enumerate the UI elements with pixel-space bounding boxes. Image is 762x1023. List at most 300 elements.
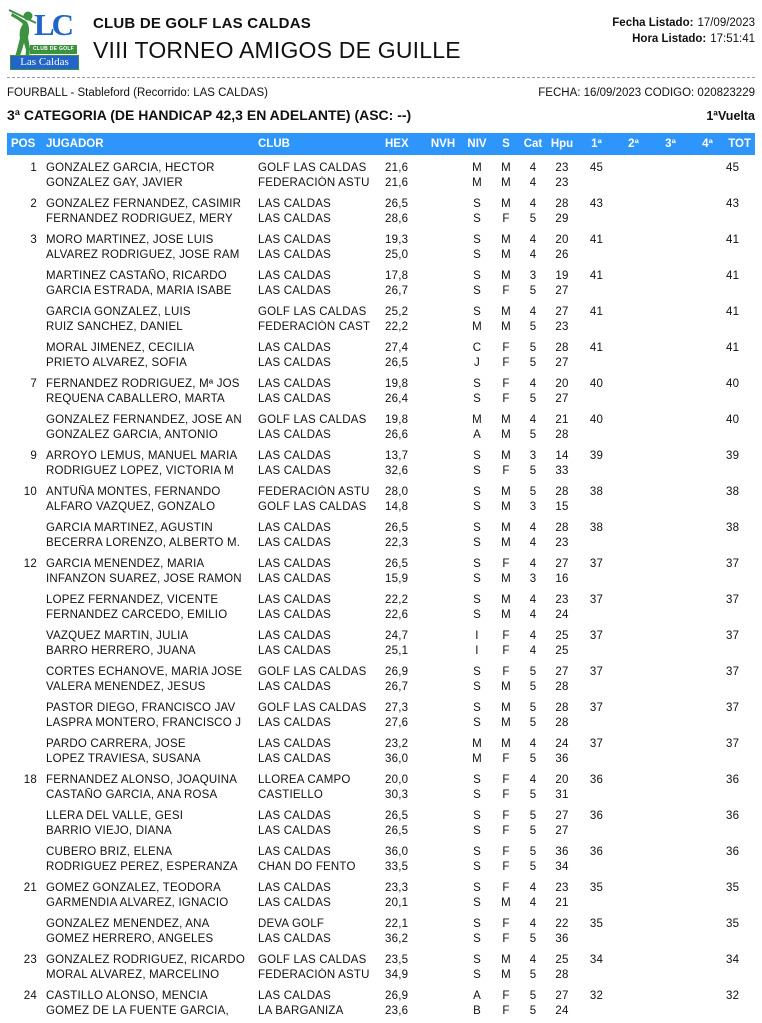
round1-score (578, 716, 615, 731)
round1-score: 37 (589, 630, 604, 642)
round2-score (615, 521, 652, 536)
player-club: LAS CALDAS (258, 357, 331, 369)
player-nvh (424, 341, 462, 356)
player-hpu: 29 (555, 213, 569, 225)
player-hex: 20,1 (385, 897, 409, 909)
player-hpu: 23 (555, 177, 569, 189)
player-cat: 5 (529, 666, 537, 678)
position-cell-empty (7, 608, 43, 623)
player-niv: S (473, 558, 481, 570)
table-row (7, 953, 755, 983)
round1-score (578, 176, 615, 191)
round1-score (578, 752, 615, 767)
player-sex: F (502, 213, 510, 225)
player-club: LAS CALDAS (258, 285, 331, 297)
player-club: LAS CALDAS (258, 234, 331, 246)
player-cat: 4 (529, 609, 537, 621)
round2-score (615, 716, 652, 731)
player-hpu: 27 (555, 357, 569, 369)
round3-score (652, 449, 689, 464)
position-cell-empty (7, 428, 43, 443)
player-line (7, 356, 755, 371)
player-cat: 4 (529, 954, 537, 966)
player-nvh (424, 197, 462, 212)
player-nvh (424, 500, 462, 515)
player-hex: 21,6 (385, 162, 409, 174)
total-cell-empty (726, 680, 755, 695)
round3-score (652, 341, 689, 356)
player-line (7, 197, 755, 212)
player-name: BARRIO VIEJO, DIANA (46, 825, 172, 837)
player-cat: 5 (529, 789, 537, 801)
round2-score (615, 557, 652, 572)
player-sex: M (501, 969, 511, 981)
player-club: LA BARGANIZA (258, 1005, 344, 1017)
player-hex: 36,0 (385, 753, 409, 765)
player-name: GARCIA MENENDEZ, MARIA (46, 558, 205, 570)
club-logo (7, 8, 81, 70)
player-sex: F (502, 378, 510, 390)
player-sex: F (502, 882, 510, 894)
player-club: LLOREA CAMPO (258, 774, 351, 786)
round3-score (652, 629, 689, 644)
round1-score: 37 (589, 666, 604, 678)
player-cat: 5 (529, 933, 537, 945)
round4-score (689, 752, 726, 767)
round3-score (652, 536, 689, 551)
player-club: FEDERACIÓN CAST (258, 321, 371, 333)
player-hex: 27,3 (385, 702, 409, 714)
player-niv: S (473, 681, 481, 693)
player-name: GONZALEZ GARCIA, HECTOR (46, 162, 215, 174)
player-name: GONZALEZ FERNANDEZ, JOSE AN (46, 414, 242, 426)
round1-score: 35 (589, 918, 604, 930)
player-sex: M (501, 270, 511, 282)
player-line (7, 212, 755, 227)
player-hex: 24,7 (385, 630, 409, 642)
player-club: LAS CALDAS (258, 897, 331, 909)
player-line (7, 860, 755, 875)
player-hpu: 34 (555, 861, 569, 873)
col-club: CLUB (258, 138, 290, 150)
player-sex: M (501, 429, 511, 441)
position-cell (7, 701, 43, 716)
player-sex: F (502, 789, 510, 801)
player-hpu: 23 (555, 882, 569, 894)
player-line (7, 536, 755, 551)
player-cat: 4 (529, 378, 537, 390)
round4-score (689, 665, 726, 680)
player-hpu: 28 (555, 969, 569, 981)
round2-score (615, 860, 652, 875)
player-nvh (424, 752, 462, 767)
player-nvh (424, 464, 462, 479)
total-cell-empty (726, 428, 755, 443)
round3-score (652, 953, 689, 968)
player-line (7, 896, 755, 911)
player-name: GOMEZ HERRERO, ANGELES (46, 933, 214, 945)
player-sex: M (501, 249, 511, 261)
player-niv: S (473, 969, 481, 981)
player-hpu: 20 (555, 774, 569, 786)
round2-score (615, 233, 652, 248)
col-round3: 3ª (665, 138, 676, 150)
table-row (7, 485, 755, 515)
player-hex: 26,5 (385, 825, 409, 837)
player-name: GONZALEZ MENENDEZ, ANA (46, 918, 210, 930)
page-header (7, 8, 755, 72)
round4-score (689, 536, 726, 551)
player-hex: 20,0 (385, 774, 409, 786)
player-line (7, 449, 755, 464)
position-cell: 18 (23, 774, 37, 786)
player-club: LAS CALDAS (258, 594, 331, 606)
round4-score (689, 428, 726, 443)
player-nvh (424, 248, 462, 263)
round3-score (652, 773, 689, 788)
player-hpu: 22 (555, 918, 569, 930)
round3-score (652, 845, 689, 860)
player-club: CASTIELLO (258, 789, 324, 801)
round3-score (652, 428, 689, 443)
table-row (7, 701, 755, 731)
round1-score: 34 (589, 954, 604, 966)
player-hex: 25,1 (385, 645, 409, 657)
round2-score (615, 917, 652, 932)
player-line (7, 305, 755, 320)
player-sex: F (502, 774, 510, 786)
total-cell-empty (726, 860, 755, 875)
player-name: INFANZON SUAREZ, JOSE RAMON (46, 573, 242, 585)
position-cell-empty (7, 356, 43, 371)
player-niv: M (472, 177, 482, 189)
round2-score (615, 809, 652, 824)
player-niv: S (473, 666, 481, 678)
position-cell (7, 269, 43, 284)
player-line (7, 269, 755, 284)
total-cell-empty (726, 644, 755, 659)
round3-score (652, 1004, 689, 1019)
hora-listado-value: 17:51:41 (710, 33, 755, 45)
player-hpu: 25 (555, 645, 569, 657)
player-name: LOPEZ FERNANDEZ, VICENTE (46, 594, 219, 606)
col-hpu: Hpu (550, 138, 574, 150)
player-line (7, 413, 755, 428)
player-sex: M (501, 486, 511, 498)
player-nvh (424, 737, 462, 752)
player-nvh (424, 845, 462, 860)
total-cell: 40 (726, 378, 740, 390)
round1-score (578, 932, 615, 947)
round1-score: 32 (589, 990, 604, 1002)
player-nvh (424, 536, 462, 551)
player-cat: 5 (529, 321, 537, 333)
player-niv: S (473, 594, 481, 606)
player-hpu: 28 (555, 702, 569, 714)
player-nvh (424, 608, 462, 623)
player-club: GOLF LAS CALDAS (258, 501, 367, 513)
player-hex: 13,7 (385, 450, 409, 462)
round2-score (615, 1004, 652, 1019)
round2-score (615, 500, 652, 515)
player-name: VAZQUEZ MARTIN, JULIA (46, 630, 189, 642)
player-cat: 4 (529, 537, 537, 549)
player-sex: F (502, 810, 510, 822)
player-club: GOLF LAS CALDAS (258, 306, 367, 318)
round2-score (615, 320, 652, 335)
position-cell (7, 917, 43, 932)
player-hpu: 28 (555, 681, 569, 693)
round4-score (689, 212, 726, 227)
player-line (7, 161, 755, 176)
position-cell-empty (7, 392, 43, 407)
club-title: CLUB DE GOLF LAS CALDAS (93, 15, 311, 32)
total-cell: 41 (726, 234, 740, 246)
col-round2: 2ª (628, 138, 639, 150)
player-nvh (424, 773, 462, 788)
total-cell-empty (726, 968, 755, 983)
player-niv: S (473, 522, 481, 534)
total-cell: 34 (726, 954, 740, 966)
player-hpu: 21 (555, 897, 569, 909)
position-cell (7, 809, 43, 824)
player-hex: 25,0 (385, 249, 409, 261)
player-hex: 26,5 (385, 810, 409, 822)
player-hpu: 26 (555, 249, 569, 261)
player-line (7, 392, 755, 407)
player-name: MORO MARTINEZ, JOSE LUIS (46, 234, 214, 246)
position-cell (7, 629, 43, 644)
player-line (7, 485, 755, 500)
player-name: LOPEZ TRAVIESA, SUSANA (46, 753, 201, 765)
player-niv: J (474, 357, 480, 369)
round1-score (578, 896, 615, 911)
round1-score (578, 572, 615, 587)
round1-score: 39 (589, 450, 604, 462)
player-sex: M (501, 162, 511, 174)
position-cell (7, 737, 43, 752)
player-cat: 4 (529, 882, 537, 894)
round4-score (689, 392, 726, 407)
round3-score (652, 572, 689, 587)
round4-score (689, 449, 726, 464)
player-line (7, 644, 755, 659)
player-sex: F (502, 846, 510, 858)
player-line (7, 1004, 755, 1019)
player-niv: S (473, 213, 481, 225)
player-hex: 15,9 (385, 573, 409, 585)
total-cell-empty (726, 1004, 755, 1019)
player-line (7, 968, 755, 983)
player-club: FEDERACIÓN ASTU (258, 969, 370, 981)
round2-score (615, 428, 652, 443)
player-cat: 5 (529, 393, 537, 405)
player-niv: M (472, 321, 482, 333)
round4-score (689, 356, 726, 371)
player-club: FEDERACIÓN ASTU (258, 486, 370, 498)
table-row (7, 161, 755, 191)
player-hpu: 25 (555, 630, 569, 642)
round4-score (689, 1004, 726, 1019)
player-cat: 5 (529, 285, 537, 297)
round2-score (615, 953, 652, 968)
player-hpu: 27 (555, 810, 569, 822)
round3-score (652, 644, 689, 659)
total-cell-empty (726, 536, 755, 551)
player-hpu: 23 (555, 321, 569, 333)
header-divider (7, 77, 755, 78)
position-cell (7, 521, 43, 536)
player-nvh (424, 269, 462, 284)
player-line (7, 557, 755, 572)
player-nvh (424, 428, 462, 443)
position-cell-empty (7, 932, 43, 947)
player-nvh (424, 413, 462, 428)
round2-score (615, 824, 652, 839)
round4-score (689, 881, 726, 896)
player-nvh (424, 680, 462, 695)
player-sex: M (501, 501, 511, 513)
player-club: LAS CALDAS (258, 717, 331, 729)
player-sex: F (502, 285, 510, 297)
position-cell-empty (7, 248, 43, 263)
hora-listado-row (612, 31, 755, 47)
player-hpu: 28 (555, 429, 569, 441)
round3-score (652, 284, 689, 299)
total-cell: 37 (726, 630, 740, 642)
logo-initials: LC (34, 7, 72, 42)
round4-score (689, 305, 726, 320)
player-cat: 5 (529, 969, 537, 981)
round3-score (652, 176, 689, 191)
position-cell-empty (7, 788, 43, 803)
round2-score (615, 392, 652, 407)
total-cell: 41 (726, 342, 740, 354)
player-name: PARDO CARRERA, JOSE (46, 738, 186, 750)
total-cell: 37 (726, 738, 740, 750)
player-nvh (424, 644, 462, 659)
player-line (7, 917, 755, 932)
position-cell: 1 (30, 162, 37, 174)
total-cell: 37 (726, 702, 740, 714)
col-s: S (502, 138, 510, 150)
player-line (7, 680, 755, 695)
round2-score (615, 269, 652, 284)
player-sex: F (502, 933, 510, 945)
player-niv: S (473, 774, 481, 786)
round4-score (689, 377, 726, 392)
player-hex: 26,7 (385, 681, 409, 693)
player-niv: S (473, 918, 481, 930)
round2-score (615, 413, 652, 428)
round3-score (652, 593, 689, 608)
table-header (7, 133, 755, 155)
player-club: LAS CALDAS (258, 933, 331, 945)
round1-score: 43 (589, 198, 604, 210)
player-cat: 4 (529, 774, 537, 786)
player-name: FERNANDEZ RODRIGUEZ, MERY (46, 213, 233, 225)
player-line (7, 773, 755, 788)
total-cell-empty (726, 212, 755, 227)
player-name: BARRO HERRERO, JUANA (46, 645, 196, 657)
total-cell: 36 (726, 810, 740, 822)
position-cell-empty (7, 1004, 43, 1019)
player-sex: M (501, 450, 511, 462)
player-niv: S (473, 285, 481, 297)
round4-score (689, 557, 726, 572)
player-line (7, 464, 755, 479)
round4-score (689, 284, 726, 299)
player-cat: 5 (529, 213, 537, 225)
round2-score (615, 284, 652, 299)
round3-score (652, 269, 689, 284)
player-niv: S (473, 789, 481, 801)
round4-score (689, 737, 726, 752)
player-name: RODRIGUEZ PEREZ, ESPERANZA (46, 861, 238, 873)
player-cat: 4 (529, 177, 537, 189)
round4-score (689, 860, 726, 875)
player-hpu: 24 (555, 1005, 569, 1017)
round1-score: 37 (589, 738, 604, 750)
position-cell: 21 (23, 882, 37, 894)
player-niv: S (473, 897, 481, 909)
round4-score (689, 968, 726, 983)
player-nvh (424, 824, 462, 839)
round2-score (615, 629, 652, 644)
round3-score (652, 356, 689, 371)
player-line (7, 320, 755, 335)
round3-score (652, 809, 689, 824)
fecha-listado-row (612, 15, 755, 31)
player-sex: F (502, 825, 510, 837)
player-line (7, 233, 755, 248)
player-cat: 5 (529, 681, 537, 693)
player-line (7, 521, 755, 536)
player-hpu: 31 (555, 789, 569, 801)
round2-score (615, 752, 652, 767)
player-cat: 4 (529, 645, 537, 657)
table-row (7, 557, 755, 587)
player-club: LAS CALDAS (258, 645, 331, 657)
listing-datetime-block (612, 15, 755, 72)
round1-score: 36 (589, 810, 604, 822)
round3-score (652, 521, 689, 536)
player-line (7, 953, 755, 968)
col-pos: POS (11, 138, 36, 150)
player-cat: 4 (529, 414, 537, 426)
round4-score (689, 413, 726, 428)
player-sex: M (501, 609, 511, 621)
player-line (7, 608, 755, 623)
total-cell-empty (726, 716, 755, 731)
player-nvh (424, 305, 462, 320)
player-cat: 5 (529, 702, 537, 714)
total-cell: 40 (726, 414, 740, 426)
total-cell: 32 (726, 990, 740, 1002)
player-hpu: 36 (555, 753, 569, 765)
logo-las-caldas-band: Las Caldas (10, 55, 79, 70)
player-hex: 14,8 (385, 501, 409, 513)
col-hex: HEX (385, 138, 409, 150)
position-cell (7, 665, 43, 680)
player-hpu: 36 (555, 933, 569, 945)
player-cat: 5 (529, 429, 537, 441)
player-niv: S (473, 810, 481, 822)
player-name: GONZALEZ GAY, JAVIER (46, 177, 183, 189)
col-nvh: NVH (430, 138, 456, 150)
player-name: MORAL JIMENEZ, CECILIA (46, 342, 195, 354)
player-hex: 28,6 (385, 213, 409, 225)
